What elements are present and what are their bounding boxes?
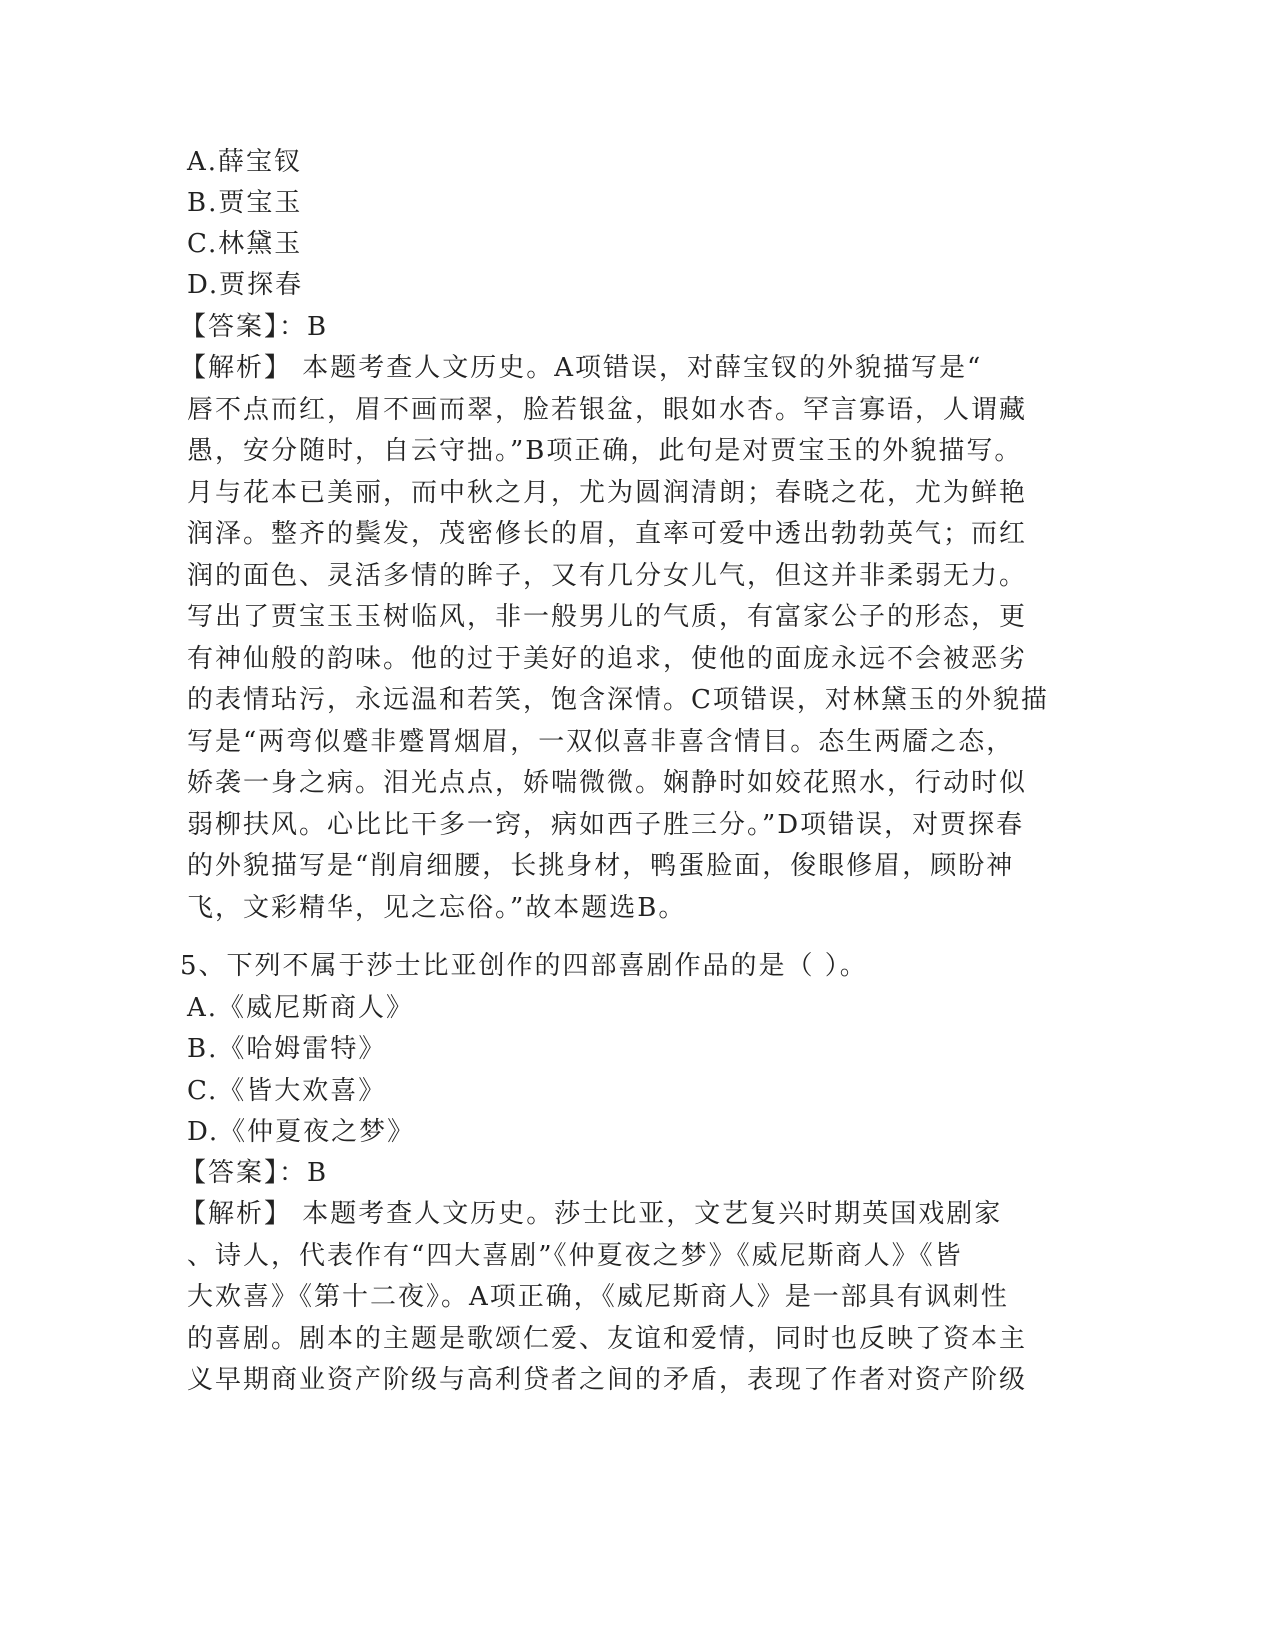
q4-analysis-line: 写是“两弯似蹙非蹙罥烟眉，一双似喜非喜含情目。态生两靥之态， [187,727,1015,757]
q5-option-a: A.《威尼斯商人》 [187,993,415,1023]
q4-option-d: D.贾探春 [187,270,304,300]
q5-option-c: C.《皆大欢喜》 [187,1076,387,1106]
q4-analysis-line: 的表情玷污，永远温和若笑，饱含深情。C项错误，对林黛玉的外貌描 [187,685,1049,715]
q5-option-d: D.《仲夏夜之梦》 [187,1117,416,1147]
q5-question: 5、下列不属于莎士比亚创作的四部喜剧作品的是（ ）。 [180,951,868,981]
q5-analysis-line: 大欢喜》《第十二夜》。A项正确，《威尼斯商人》是一部具有讽刺性 [187,1282,1009,1312]
q5-analysis-line: 的喜剧。剧本的主题是歌颂仁爱、友谊和爱情，同时也反映了资本主 [187,1324,1028,1354]
q4-answer: 【答案】：B [180,312,329,342]
q5-option-b: B.《哈姆雷特》 [187,1034,387,1064]
q4-analysis-line: 愚，安分随时，自云守拙。”B项正确，此句是对贾宝玉的外貌描写。 [187,436,1023,466]
q4-analysis-line: 润泽。整齐的鬓发，茂密修长的眉，直率可爱中透出勃勃英气；而红 [187,519,1028,549]
q4-analysis-line: 娇袭一身之病。泪光点点，娇喘微微。娴静时如姣花照水，行动时似 [187,768,1028,798]
q4-option-a: A.薛宝钗 [187,147,303,177]
q4-analysis-line: 弱柳扶风。心比比干多一窍，病如西子胜三分。”D项错误，对贾探春 [187,810,1025,840]
q5-analysis-line: 、诗人，代表作有“四大喜剧”《仲夏夜之梦》《威尼斯商人》《皆 [187,1241,963,1271]
q4-analysis-line: 的外貌描写是“削肩细腰，长挑身材，鸭蛋脸面，俊眼修眉，顾盼神 [187,851,1015,881]
q4-option-c: C.林黛玉 [187,229,303,259]
q4-analysis-line: 润的面色、灵活多情的眸子，又有几分女儿气，但这并非柔弱无力。 [187,561,1028,591]
q4-option-b: B.贾宝玉 [187,188,303,218]
q4-analysis-line: 飞，文彩精华，见之忘俗。”故本题选B。 [187,893,687,923]
q4-analysis-line: 写出了贾宝玉玉树临风，非一般男儿的气质，有富家公子的形态，更 [187,602,1028,632]
q4-analysis-line: 有神仙般的韵味。他的过于美好的追求，使他的面庞永远不会被恶劣 [187,644,1028,674]
q5-analysis-line: 【解析】 本题考查人文历史。莎士比亚，文艺复兴时期英国戏剧家 [180,1199,1003,1229]
q5-answer: 【答案】：B [180,1158,329,1188]
q4-analysis-line: 【解析】 本题考查人文历史。A项错误，对薛宝钗的外貌描写是“ [180,353,983,383]
q4-analysis-line: 月与花本已美丽，而中秋之月，尤为圆润清朗；春晓之花，尤为鲜艳 [187,478,1028,508]
q5-analysis-line: 义早期商业资产阶级与高利贷者之间的矛盾，表现了作者对资产阶级 [187,1365,1028,1395]
q4-analysis-line: 唇不点而红，眉不画而翠，脸若银盆，眼如水杏。罕言寡语，人谓藏 [187,395,1028,425]
